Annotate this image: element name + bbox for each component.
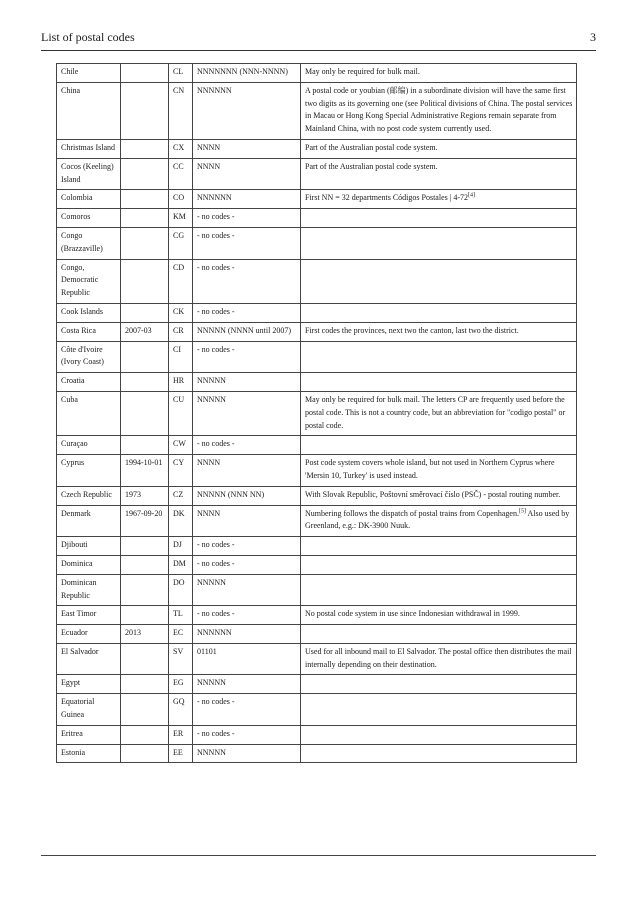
cell-format-text: NNNNNN (197, 628, 232, 638)
cell-country (57, 391, 121, 435)
cell-country (57, 486, 121, 505)
table-row (57, 455, 577, 487)
cell-country (57, 139, 121, 158)
cell-date (121, 486, 169, 505)
cell-date-text: 1994-10-01 (125, 458, 163, 468)
cell-notes (301, 190, 577, 209)
cell-iso-code (169, 675, 193, 694)
cell-date (121, 227, 169, 259)
cell-country-text: Eritrea (61, 728, 83, 738)
cell-format (193, 574, 301, 606)
cell-format-text: NNNNN (197, 747, 226, 757)
cell-date (121, 744, 169, 763)
cell-country-text: Denmark (61, 508, 91, 518)
header-divider (41, 50, 596, 51)
cell-iso-code (169, 486, 193, 505)
cell-iso-code-text: DK (173, 508, 185, 518)
cell-date (121, 606, 169, 625)
cell-iso-code (169, 139, 193, 158)
cell-notes (301, 259, 577, 303)
cell-format-text: - no codes - (197, 697, 235, 707)
cell-iso-code-text: EC (173, 628, 184, 638)
cell-country-text: Côte d'Ivoire (Ivory Coast) (61, 344, 104, 367)
cell-iso-code-text: DJ (173, 540, 182, 550)
table-row (57, 303, 577, 322)
cell-date (121, 505, 169, 537)
table-row (57, 574, 577, 606)
cell-country-text: Czech Republic (61, 489, 112, 499)
cell-country (57, 303, 121, 322)
cell-iso-code-text: CW (173, 439, 186, 449)
cell-notes (301, 373, 577, 392)
cell-format (193, 606, 301, 625)
cell-iso-code (169, 322, 193, 341)
cell-country-text: Cocos (Keeling) Island (61, 161, 114, 184)
table-row (57, 391, 577, 435)
cell-notes-text: Numbering follows the dispatch of postal trains from Copenhagen. (305, 508, 519, 518)
cell-iso-code-text: KM (173, 212, 186, 222)
cell-country-text: Curaçao (61, 439, 88, 449)
cell-format (193, 391, 301, 435)
cell-format-text: NNNN (197, 142, 221, 152)
cell-iso-code-text: CC (173, 161, 184, 171)
cell-country (57, 694, 121, 726)
cell-notes-text: May only be required for bulk mail. The letters CP are frequently used before the postal code. This is not a country code, but an abbreviation for "codigo postal" or postal code. (305, 394, 566, 430)
cell-date (121, 259, 169, 303)
table-row (57, 537, 577, 556)
cell-iso-code (169, 259, 193, 303)
cell-country-text: Congo, Democratic Republic (61, 262, 99, 298)
cell-country-text: Congo (Brazzaville) (61, 230, 103, 253)
cell-iso-code-text: CY (173, 458, 185, 468)
cell-iso-code-text: CR (173, 325, 184, 335)
cell-notes (301, 227, 577, 259)
cell-notes-text: First codes the provinces, next two the canton, last two the district. (305, 325, 519, 335)
cell-iso-code-text: CX (173, 142, 185, 152)
cell-iso-code (169, 373, 193, 392)
cell-country (57, 82, 121, 139)
table-row (57, 744, 577, 763)
cell-notes (301, 643, 577, 675)
cell-format (193, 373, 301, 392)
cell-country (57, 341, 121, 373)
cell-notes-text: No postal code system in use since Indonesian withdrawal in 1999. (305, 609, 520, 619)
table-row (57, 725, 577, 744)
table-row (57, 341, 577, 373)
cell-format-text: NNNNN (197, 678, 226, 688)
table-row (57, 436, 577, 455)
cell-notes (301, 322, 577, 341)
cell-date (121, 373, 169, 392)
cell-country (57, 606, 121, 625)
cell-country-text: Colombia (61, 193, 93, 203)
cell-country (57, 744, 121, 763)
cell-iso-code (169, 744, 193, 763)
table-row (57, 675, 577, 694)
cell-date (121, 625, 169, 644)
cell-iso-code (169, 505, 193, 537)
cell-notes-text: A postal code or youbian (邮编) in a subordinate division will have the same first two digits as its governing one (see Political divisions of China. The postal services in Macau or Hong Kong Special Administrative Regions remain separate from Mainland China, with no post code system currently used. (305, 85, 573, 134)
cell-notes (301, 555, 577, 574)
reference-marker[interactable]: [5] (518, 507, 526, 514)
cell-iso-code-text: CD (173, 262, 185, 272)
cell-format-text: NNNNNNN (NNN-NNNN) (197, 67, 288, 76)
cell-date-text: 1967-09-20 (125, 508, 163, 518)
cell-country (57, 537, 121, 556)
cell-iso-code-text: CZ (173, 489, 184, 499)
cell-country-text: Estonia (61, 747, 85, 757)
cell-notes (301, 303, 577, 322)
cell-format (193, 486, 301, 505)
cell-country-text: Croatia (61, 376, 85, 386)
cell-format-text: - no codes - (197, 230, 235, 240)
cell-format-text: - no codes - (197, 344, 235, 354)
cell-date (121, 190, 169, 209)
cell-notes-text: Post code system covers whole island, but not used in Northern Cyprus where 'Mersin 10, Turkey' is used instead. (305, 458, 555, 480)
cell-notes (301, 158, 577, 190)
cell-notes (301, 606, 577, 625)
cell-date (121, 675, 169, 694)
cell-country-text: Cyprus (61, 458, 85, 468)
table-row (57, 209, 577, 228)
cell-format (193, 227, 301, 259)
cell-iso-code (169, 694, 193, 726)
cell-country (57, 227, 121, 259)
cell-iso-code-text: DM (173, 558, 186, 568)
cell-iso-code (169, 606, 193, 625)
cell-notes-text: Part of the Australian postal code system. (305, 161, 438, 171)
table-row (57, 643, 577, 675)
cell-format (193, 725, 301, 744)
cell-notes (301, 675, 577, 694)
table-row (57, 82, 577, 139)
cell-date (121, 82, 169, 139)
cell-format (193, 341, 301, 373)
cell-iso-code (169, 391, 193, 435)
cell-iso-code-text: ER (173, 728, 184, 738)
cell-notes (301, 574, 577, 606)
cell-iso-code-text: EG (173, 678, 184, 688)
cell-notes-text: May only be required for bulk mail. (305, 67, 420, 76)
cell-format-text: - no codes - (197, 439, 235, 449)
cell-iso-code (169, 725, 193, 744)
cell-notes (301, 455, 577, 487)
cell-date (121, 139, 169, 158)
cell-country-text: Djibouti (61, 540, 88, 550)
cell-country (57, 64, 121, 83)
cell-format-text: - no codes - (197, 212, 235, 222)
cell-country (57, 259, 121, 303)
cell-date (121, 694, 169, 726)
cell-notes (301, 341, 577, 373)
cell-format (193, 505, 301, 537)
cell-iso-code-text: CU (173, 394, 185, 404)
page-header (41, 26, 596, 48)
cell-country-text: Dominica (61, 558, 93, 568)
cell-country-text: Ecuador (61, 628, 88, 638)
cell-notes-text: Part of the Australian postal code system. (305, 142, 438, 152)
cell-format (193, 537, 301, 556)
cell-country-text: Equatorial Guinea (61, 697, 95, 720)
cell-iso-code-text: CI (173, 344, 181, 354)
cell-date (121, 303, 169, 322)
cell-country (57, 209, 121, 228)
table-row (57, 259, 577, 303)
cell-iso-code-text: CN (173, 85, 185, 95)
cell-date (121, 725, 169, 744)
cell-format (193, 64, 301, 83)
table-row (57, 694, 577, 726)
cell-iso-code (169, 436, 193, 455)
cell-format-text: - no codes - (197, 262, 235, 272)
cell-iso-code (169, 555, 193, 574)
page-number: 3 (590, 30, 596, 44)
cell-format-text: NNNNNN (197, 193, 232, 203)
cell-notes (301, 82, 577, 139)
cell-notes (301, 725, 577, 744)
cell-format-text: NNNNN (NNN NN) (197, 489, 265, 499)
cell-format-text: - no codes - (197, 609, 235, 619)
page-title: List of postal codes (41, 30, 135, 44)
cell-date-text: 1973 (125, 489, 141, 499)
cell-country-text: Cuba (61, 394, 78, 404)
cell-country (57, 436, 121, 455)
cell-iso-code (169, 574, 193, 606)
cell-notes (301, 436, 577, 455)
cell-notes (301, 505, 577, 537)
cell-date (121, 537, 169, 556)
cell-notes (301, 486, 577, 505)
cell-format (193, 139, 301, 158)
reference-marker[interactable]: [4] (468, 192, 475, 199)
cell-format-text: NNNN (197, 508, 221, 518)
cell-notes (301, 537, 577, 556)
cell-notes (301, 625, 577, 644)
cell-iso-code (169, 341, 193, 373)
cell-format (193, 625, 301, 644)
table-row (57, 322, 577, 341)
cell-iso-code (169, 190, 193, 209)
cell-format-text: - no codes - (197, 728, 235, 738)
table-row (57, 227, 577, 259)
cell-date (121, 643, 169, 675)
cell-notes-text: Used for all inbound mail to El Salvador. The postal office then distributes the mail internally depending on their destination. (305, 646, 572, 669)
cell-date (121, 322, 169, 341)
cell-country (57, 643, 121, 675)
cell-iso-code-text: CK (173, 306, 185, 316)
cell-format (193, 82, 301, 139)
cell-country-text: El Salvador (61, 646, 99, 656)
cell-iso-code (169, 158, 193, 190)
cell-format-text: NNNNN (197, 577, 226, 587)
cell-country (57, 455, 121, 487)
cell-format (193, 259, 301, 303)
cell-iso-code (169, 455, 193, 487)
cell-iso-code (169, 227, 193, 259)
cell-country-text: East Timor (61, 609, 97, 619)
cell-country (57, 725, 121, 744)
cell-date (121, 555, 169, 574)
cell-format-text: - no codes - (197, 306, 235, 316)
table-row (57, 64, 577, 83)
cell-country (57, 675, 121, 694)
cell-country (57, 555, 121, 574)
cell-date (121, 341, 169, 373)
cell-country (57, 322, 121, 341)
table-row (57, 373, 577, 392)
cell-format (193, 744, 301, 763)
cell-format (193, 555, 301, 574)
cell-date-text: 2013 (125, 628, 141, 638)
cell-format (193, 158, 301, 190)
cell-format-text: NNNN (197, 161, 221, 171)
cell-date (121, 158, 169, 190)
cell-country-text: Egypt (61, 678, 81, 688)
cell-date (121, 455, 169, 487)
table-row (57, 139, 577, 158)
cell-country (57, 505, 121, 537)
cell-iso-code-text: CG (173, 230, 185, 240)
cell-format (193, 190, 301, 209)
table-row (57, 625, 577, 644)
cell-date (121, 209, 169, 228)
postal-codes-table (56, 63, 577, 763)
cell-notes (301, 139, 577, 158)
cell-format (193, 303, 301, 322)
cell-format (193, 322, 301, 341)
cell-iso-code (169, 64, 193, 83)
cell-date (121, 64, 169, 83)
cell-notes (301, 391, 577, 435)
cell-format-text: - no codes - (197, 558, 235, 568)
table-row (57, 158, 577, 190)
cell-iso-code (169, 82, 193, 139)
cell-country-text: Christmas Island (61, 142, 115, 152)
footer-divider (41, 855, 596, 856)
cell-iso-code-text: CL (173, 67, 184, 76)
cell-country (57, 625, 121, 644)
cell-country-text: Cook Islands (61, 306, 103, 316)
cell-country-text: Dominican Republic (61, 577, 97, 600)
cell-notes-text: With Slovak Republic, Poštovní směrovací číslo (PSČ) - postal routing number. (305, 489, 561, 499)
cell-iso-code (169, 643, 193, 675)
cell-format-text: NNNNN (197, 376, 226, 386)
cell-country-text: Comoros (61, 212, 91, 222)
cell-format (193, 694, 301, 726)
cell-format-text: NNNNN (197, 394, 226, 404)
cell-country (57, 190, 121, 209)
cell-country-text: China (61, 85, 81, 95)
cell-country (57, 574, 121, 606)
cell-iso-code (169, 537, 193, 556)
cell-date (121, 436, 169, 455)
cell-iso-code-text: CO (173, 193, 185, 203)
cell-notes-text: First NN = 32 departments Códigos Postales | 4-72 (305, 193, 468, 203)
cell-iso-code (169, 625, 193, 644)
cell-iso-code-text: EE (173, 747, 183, 757)
cell-notes (301, 694, 577, 726)
table-body (57, 64, 577, 763)
cell-format-text: NNNNN (NNNN until 2007) (197, 325, 291, 335)
cell-notes (301, 744, 577, 763)
cell-iso-code (169, 209, 193, 228)
cell-country (57, 373, 121, 392)
cell-format-text: NNNNNN (197, 85, 232, 95)
cell-country (57, 158, 121, 190)
cell-iso-code-text: GQ (173, 697, 185, 707)
table-row (57, 190, 577, 209)
cell-format-text: 01101 (197, 646, 217, 656)
cell-format-text: NNNN (197, 458, 221, 468)
cell-iso-code-text: HR (173, 376, 185, 386)
cell-iso-code (169, 303, 193, 322)
cell-format (193, 675, 301, 694)
cell-notes (301, 209, 577, 228)
cell-country-text: Chile (61, 67, 79, 76)
table-row (57, 505, 577, 537)
cell-date (121, 391, 169, 435)
cell-format-text: - no codes - (197, 540, 235, 550)
cell-notes (301, 64, 577, 83)
cell-format (193, 455, 301, 487)
cell-format (193, 209, 301, 228)
cell-notes-continued: Also used by Greenland, e.g.: DK-3900 Nuuk. (305, 508, 570, 531)
table-row (57, 486, 577, 505)
table-row (57, 555, 577, 574)
cell-date-text: 2007-03 (125, 325, 152, 335)
cell-iso-code-text: TL (173, 609, 183, 619)
table-row (57, 606, 577, 625)
cell-iso-code-text: SV (173, 646, 184, 656)
cell-iso-code-text: DO (173, 577, 185, 587)
cell-date (121, 574, 169, 606)
cell-country-text: Costa Rica (61, 325, 96, 335)
cell-format (193, 643, 301, 675)
cell-format (193, 436, 301, 455)
